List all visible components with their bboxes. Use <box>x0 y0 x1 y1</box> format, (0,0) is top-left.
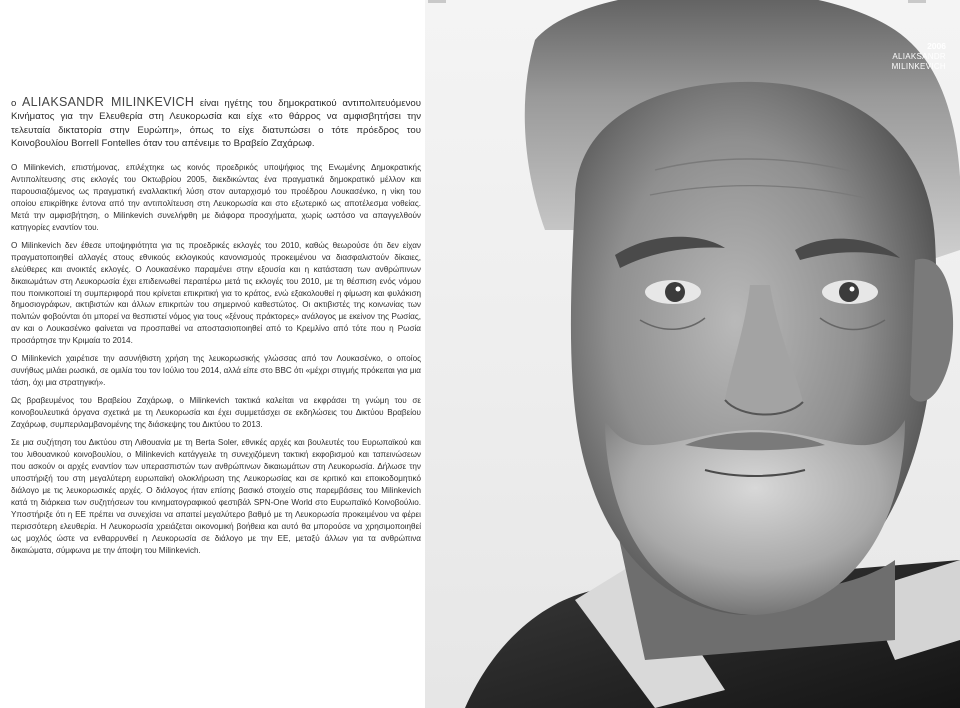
body-paragraph: Ο Milinkevich δεν έθεσε υποψηφιότητα για τις προεδρικές εκλογές του 2010, καθώς θεωρούσε ότι δεν είχαν πραγματοποιηθεί αλλαγές στους εθνικούς εκλογικούς κανονισμούς προκειμένου να διασφαλιστούν δίκαιες, ελεύθερες και ανοικτές εκλογές. Ο Λουκασένκο παραμένει στην εξουσία και η κατάσταση των ανθρώπινων δικαιωμάτων στη Λευκορωσία έχει επιδεινωθεί περαιτέρω μετά τις εκλογές του 2010, με τη θέσπιση ενός νόμου που ποινικοποιεί τη συμπεριφορά που κρίνεται επικριτική για το κράτος, ενώ εξακολουθεί η φίμωση και φυλάκιση δημοσιογράφων, ακτιβιστών και άλλων επικριτών του σημερινού καθεστώτος. Οι ακτιβιστές της κοινωνίας των πολιτών φοβούνται ότι μπορεί να θεσπιστεί νόμος για τους «ξένους πράκτορες» ανάλογος με εκείνον της Ρωσίας, αν και ο Λουκασένκο φαίνεται να προσπαθεί να αποστασιοποιηθεί από το Κρεμλίνο από τότε που η Ρωσία προσάρτησε την Κριμαία το 2014. <box>11 240 421 346</box>
caption-line: ALIAKSANDR <box>892 51 946 61</box>
body-paragraph: Ο Milinkevich χαιρέτισε την ασυνήθιστη χρήση της λευκορωσικής γλώσσας από τον Λουκασένκο, ο οποίος συνήθως μιλάει ρωσικά, σε ομιλία του τον Ιούλιο του 2014, αλλά είπε στο BBC ότι «μέχρι στιγμής πρόκειται για μια τάση, όχι μια στρατηγική». <box>11 354 422 388</box>
page-corner-mark <box>428 0 446 3</box>
page-corner-mark <box>908 0 926 3</box>
portrait-photo <box>425 0 960 708</box>
caption-year: 2006 <box>927 41 946 51</box>
body-paragraph: Σε μια συζήτηση του Δικτύου στη Λιθουανία με τη Berta Soler, εθνικές αρχές και βουλευτές του Ευρωπαϊκού και του λιθουανικού κοινοβουλίου, ο Milinkevich κατάγγειλε τη συνεχιζόμενη τακτική εκφοβισμού και ταπεινώσεων που ασκούν οι αρχές εναντίον των υπερασπιστών των ανθρώπινων δικαιωμάτων στη Λευκορωσία. Δήλωσε την υποστήριξή του στη μεγαλύτερη ευρωπαϊκή ολοκλήρωση της Λευκορωσίας και σε κριτικό και εποικοδομητικό διάλογο με τις λευκορωσικές αρχές. Ο διάλογος ήταν επίσης βασικό στοιχείο στις παρεμβάσεις του Milinkevich κατά τη διάρκεια των συζητήσεων του κινηματογραφικού φεστιβάλ SPN-One World στο Ευρωπαϊκό Κοινοβούλιο. Υποστήριξε ότι η ΕΕ πρέπει να συνεχίσει να απαιτεί μεγαλύτερο βαθμό με τη Λευκορωσία προκειμένου να φέρει περισσότερη ελευθερία. Η Λευκορωσία χρειάζεται οικονομική βοήθεια και αυτό θα μπορούσε να χρησιμοποιηθεί ως μοχλός ώστε να ενθαρρυνθεί η Λευκορωσία σε διάλογο με την ΕΕ, μεταξύ άλλων για τα ανθρώπινα δικαιώματα, σύμφωνα με την άποψη του Milinkevich. <box>11 438 421 555</box>
laureate-name: ALIAKSANDR MILINKEVICH <box>22 95 195 109</box>
text-page <box>0 0 425 708</box>
caption-line: MILINKEVICH <box>891 62 946 71</box>
photo-caption <box>892 41 946 73</box>
intro-text: είναι ηγέτης του δημοκρατικού αντιπολιτευόμενου Κινήματος για την Ελευθερία στη Λευκορωσία και είχε «το θάρρος να αμφισβητήσει την τελευταία δικτατορία στην Ευρώπη», όπως το είχε διατυπώσει ο τότε πρόεδρος του Κοινοβουλίου Borrell Fontelles όταν του απένειμε το Βραβείο Ζαχάρωφ. <box>11 98 421 150</box>
portrait-page <box>425 0 960 708</box>
body-paragraph: Ο Milinkevich, επιστήμονας, επιλέχτηκε ως κοινός προεδρικός υποψήφιος της Ενωμένης Δημοκρατικής Αντιπολίτευσης στις εκλογές του Οκτωβρίου 2005, διεκδικώντας ένα πραγματικά δημοκρατικό μέλλον και παρουσιαζόμενος ως πραγματική εναλλακτική λύση στον αυταρχισμό του προέδρου Λουκασένκο, η νίκη του οποίου επικρίθηκε έντονα από την αντιπολίτευση στη Λευκορωσία και στο εξωτερικό ως αποτέλεσμα νοθείας. Μετά την αμφισβήτηση, ο Milinkevich συνελήφθη με διάφορα προσχήματα, χωρίς ωστόσο να απαγγελθούν κατηγορίες εναντίον του. <box>11 163 421 232</box>
intro-paragraph <box>11 96 421 151</box>
intro-prefix: ο <box>11 98 17 109</box>
body-text <box>11 162 421 558</box>
body-paragraph: Ως βραβευμένος του Βραβείου Ζαχάρωφ, ο Milinkevich τακτικά καλείται να εκφράσει τη γνώμη του σε κοινοβουλευτικά όργανα σχετικά με τη Λευκορωσία και έχει συμμετάσχει σε εκδηλώσεις του Δικτύου Βραβείου Ζαχάρωφ, συμπεριλαμβανομένης της διάσκεψης του Δικτύου το 2013. <box>11 396 421 430</box>
